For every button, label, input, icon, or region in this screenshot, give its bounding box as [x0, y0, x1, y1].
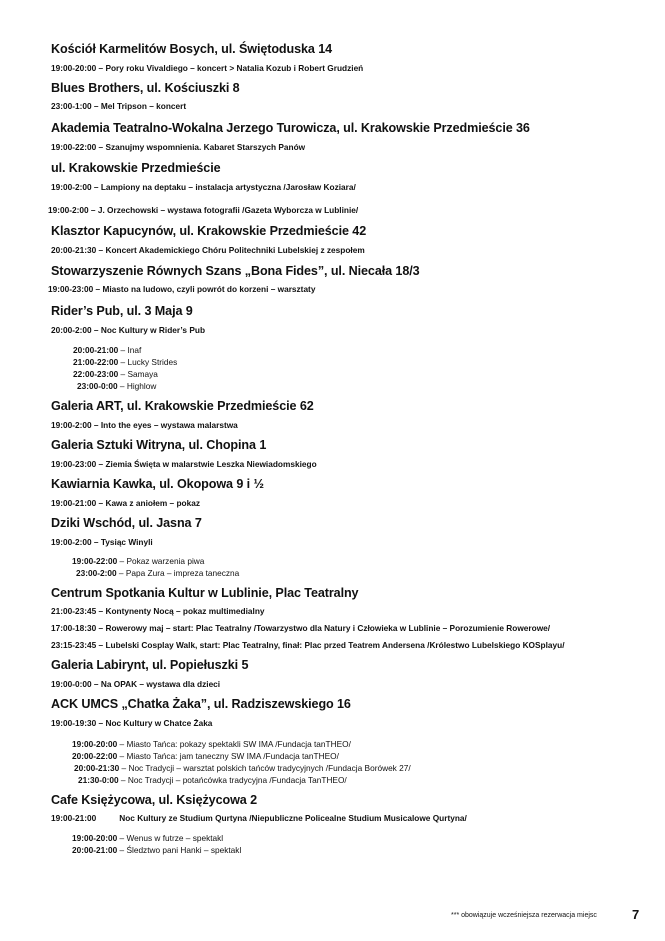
sub-event-time: 19:00-20:00 — [72, 739, 118, 749]
venue-title: Kawiarnia Kawka, ul. Okopowa 9 i ½ — [51, 477, 264, 491]
event-desc: Into the eyes – wystawa malarstwa — [100, 420, 238, 430]
venue-title: Galeria Sztuki Witryna, ul. Chopina 1 — [51, 438, 267, 452]
event-time: 20:00-21:30 — [51, 245, 97, 255]
event-desc: Ziemia Święta w malarstwie Leszka Niewiadomskiego — [105, 459, 317, 469]
event-time: 19:00-20:00 — [51, 63, 97, 73]
sub-event-time: 21:00-22:00 — [73, 357, 119, 367]
sub-event-desc: Noc Tradycji – warsztat polskich tańców tradycyjnych /Fundacja Borówek 27/ — [128, 763, 411, 773]
event-line: 19:00-2:00 – Lampiony na deptaku – instalacja artystyczna /Jarosław Koziara/ — [51, 182, 356, 192]
event-desc: J. Orzechowski – wystawa fotografii /Gazeta Wyborcza w Lublinie/ — [97, 205, 359, 215]
sub-event-desc: Noc Tradycji – potańcówka tradycyjna /Fundacja TanTHEO/ — [127, 775, 347, 785]
event-line: 19:00-0:00 – Na OPAK – wystawa dla dzieci — [51, 679, 221, 689]
venue-title: ACK UMCS „Chatka Żaka”, ul. Radziszewskiego 16 — [51, 697, 351, 711]
sub-event-desc: Papa Zura – impreza taneczna — [125, 568, 240, 578]
event-time: 23:15-23:45 — [51, 640, 97, 650]
venue-title: Centrum Spotkania Kultur w Lublinie, Plac Teatralny — [51, 586, 359, 600]
sub-event-desc: Lucky Strides — [127, 357, 178, 367]
venue-title: Blues Brothers, ul. Kościuszki 8 — [51, 81, 240, 95]
sub-event-time: 19:00-20:00 — [72, 833, 118, 843]
event-desc: Lubelski Cosplay Walk, start: Plac Teatralny, finał: Plac przed Teatrem Andersena /Królestwo Lubelskiego KOSplayu/ — [105, 640, 565, 650]
event-time: 19:00-0:00 — [51, 679, 92, 689]
event-time: 19:00-21:00 — [51, 498, 97, 508]
event-time: 19:00-19:30 — [51, 718, 97, 728]
venue-title: Rider’s Pub, ul. 3 Maja 9 — [51, 304, 193, 318]
event-desc: Na OPAK – wystawa dla dzieci — [100, 679, 221, 689]
event-line: 21:00-23:45 – Kontynenty Nocą – pokaz multimedialny — [51, 606, 265, 616]
event-time: 19:00-2:00 — [51, 182, 92, 192]
sub-event-line: 20:00-21:30 – Noc Tradycji – warsztat polskich tańców tradycyjnych /Fundacja Borówek 27/ — [74, 763, 411, 773]
event-desc: Miasto na ludowo, czyli powrót do korzeni – warsztaty — [102, 284, 316, 294]
sub-event-time: 20:00-21:30 — [74, 763, 120, 773]
event-line: 19:00-2:00 – Tysiąc Winyli — [51, 537, 153, 547]
sub-event-desc: Śledztwo pani Hanki – spektakl — [126, 845, 242, 855]
sub-event-line: 19:00-22:00 – Pokaz warzenia piwa — [72, 556, 205, 566]
event-desc: Noc Kultury w Chatce Żaka — [105, 718, 213, 728]
event-line: 19:00-21:00 – Kawa z aniołem – pokaz — [51, 498, 200, 508]
event-desc: Mel Tripson – koncert — [100, 101, 187, 111]
event-time: 19:00-2:00 — [48, 205, 89, 215]
sub-event-desc: Inaf — [127, 345, 142, 355]
venue-title: Klasztor Kapucynów, ul. Krakowskie Przedmieście 42 — [51, 224, 367, 238]
event-line — [51, 813, 467, 823]
event-line: 20:00-2:00 – Noc Kultury w Rider’s Pub — [51, 325, 206, 335]
event-desc: Noc Kultury w Rider’s Pub — [100, 325, 206, 335]
event-desc: Rowerowy maj – start: Plac Teatralny /Towarzystwo dla Natury i Człowieka w Lublinie – Porozumienie Rowerowe/ — [105, 623, 551, 633]
sub-event-time: 20:00-21:00 — [73, 345, 119, 355]
event-line: 19:00-23:00 – Miasto na ludowo, czyli powrót do korzeni – warsztaty — [48, 284, 316, 294]
page-number: 7 — [632, 907, 640, 922]
sub-event-time: 19:00-22:00 — [72, 556, 118, 566]
venue-title: Galeria ART, ul. Krakowskie Przedmieście 62 — [51, 399, 314, 413]
event-desc: Kawa z aniołem – pokaz — [105, 498, 200, 508]
venue-title: Akademia Teatralno-Wokalna Jerzego Turowicza, ul. Krakowskie Przedmieście 36 — [51, 121, 530, 135]
sub-event-desc: Miasto Tańca: jam taneczny SW IMA /Fundacja tanTHEO/ — [126, 751, 339, 761]
event-desc: Noc Kultury ze Studium Qurtyna /Niepubliczne Policealne Studium Musicalowe Qurtyna/ — [119, 813, 467, 823]
venue-title: ul. Krakowskie Przedmieście — [51, 161, 221, 175]
event-line: 19:00-22:00 – Szanujmy wspomnienia. Kabaret Starszych Panów — [51, 142, 306, 152]
sub-event-time: 23:00-0:00 — [77, 381, 118, 391]
event-line: 17:00-18:30 – Rowerowy maj – start: Plac Teatralny /Towarzystwo dla Natury i Człowieka w Lublinie – Porozumienie Rowerowe/ — [51, 623, 551, 633]
sub-event-desc: Pokaz warzenia piwa — [126, 556, 205, 566]
sub-event-line: 22:00-23:00 – Samaya — [73, 369, 158, 379]
event-time: 19:00-23:00 — [51, 459, 97, 469]
event-time: 19:00-22:00 — [51, 142, 97, 152]
event-time: 20:00-2:00 — [51, 325, 92, 335]
sub-event-time: 23:00-2:00 — [76, 568, 117, 578]
venue-title: Kościół Karmelitów Bosych, ul. Świętoduska 14 — [51, 42, 333, 56]
sub-event-desc: Wenus w futrze – spektakl — [126, 833, 224, 843]
event-time: 23:00-1:00 — [51, 101, 92, 111]
sub-event-line: 19:00-20:00 – Wenus w futrze – spektakl — [72, 833, 224, 843]
sub-event-line: 20:00-21:00 – Inaf — [73, 345, 142, 355]
event-time: 17:00-18:30 — [51, 623, 97, 633]
sub-event-time: 21:30-0:00 — [78, 775, 119, 785]
sub-event-line: 20:00-22:00 – Miasto Tańca: jam taneczny SW IMA /Fundacja tanTHEO/ — [72, 751, 339, 761]
event-line: 19:00-2:00 – J. Orzechowski – wystawa fotografii /Gazeta Wyborcza w Lublinie/ — [48, 205, 359, 215]
event-time: 19:00-21:00 — [51, 813, 97, 823]
sub-event-desc: Highlow — [126, 381, 157, 391]
venue-title: Galeria Labirynt, ul. Popiełuszki 5 — [51, 658, 249, 672]
sub-event-line: 21:00-22:00 – Lucky Strides — [73, 357, 178, 367]
sub-event-time: 22:00-23:00 — [73, 369, 119, 379]
venue-title: Stowarzyszenie Równych Szans „Bona Fides”, ul. Niecała 18/3 — [51, 264, 420, 278]
sub-event-desc: Miasto Tańca: pokazy spektakli SW IMA /Fundacja tanTHEO/ — [126, 739, 351, 749]
event-time: 21:00-23:45 — [51, 606, 97, 616]
event-line: 19:00-2:00 – Into the eyes – wystawa malarstwa — [51, 420, 238, 430]
venue-title: Dziki Wschód, ul. Jasna 7 — [51, 516, 202, 530]
event-line: 19:00-20:00 – Pory roku Vivaldiego – koncert > Natalia Kozub i Robert Grudzień — [51, 63, 364, 73]
venue-title: Cafe Księżycowa, ul. Księżycowa 2 — [51, 793, 257, 807]
event-line: 20:00-21:30 – Koncert Akademickiego Chóru Politechniki Lubelskiej z zespołem — [51, 245, 365, 255]
event-desc: Koncert Akademickiego Chóru Politechniki Lubelskiej z zespołem — [105, 245, 365, 255]
event-line: 23:00-1:00 – Mel Tripson – koncert — [51, 101, 187, 111]
sub-event-line: 20:00-21:00 – Śledztwo pani Hanki – spektakl — [72, 845, 242, 855]
sub-event-line: 23:00-0:00 – Highlow — [77, 381, 157, 391]
sub-event-time: 20:00-22:00 — [72, 751, 118, 761]
sub-event-time: 20:00-21:00 — [72, 845, 118, 855]
footnote: *** obowiązuje wcześniejsza rezerwacja miejsc — [451, 912, 597, 919]
event-line: 23:15-23:45 – Lubelski Cosplay Walk, start: Plac Teatralny, finał: Plac przed Teatrem Andersena /Królestwo Lubelskiego KOSplayu/ — [51, 640, 565, 650]
event-time: 19:00-2:00 — [51, 420, 92, 430]
event-desc: Szanujmy wspomnienia. Kabaret Starszych Panów — [105, 142, 306, 152]
event-desc: Tysiąc Winyli — [100, 537, 153, 547]
event-time: 19:00-2:00 — [51, 537, 92, 547]
event-line: 19:00-19:30 – Noc Kultury w Chatce Żaka — [51, 718, 213, 728]
event-desc: Kontynenty Nocą – pokaz multimedialny — [105, 606, 265, 616]
sub-event-desc: Samaya — [127, 369, 158, 379]
event-line: 19:00-23:00 – Ziemia Święta w malarstwie Leszka Niewiadomskiego — [51, 459, 317, 469]
sub-event-line: 21:30-0:00 – Noc Tradycji – potańcówka tradycyjna /Fundacja TanTHEO/ — [78, 775, 347, 785]
sub-event-line: 19:00-20:00 – Miasto Tańca: pokazy spektakli SW IMA /Fundacja tanTHEO/ — [72, 739, 351, 749]
event-desc: Pory roku Vivaldiego – koncert > Natalia Kozub i Robert Grudzień — [105, 63, 364, 73]
event-time: 19:00-23:00 — [48, 284, 94, 294]
sub-event-line: 23:00-2:00 – Papa Zura – impreza taneczna — [76, 568, 240, 578]
event-desc: Lampiony na deptaku – instalacja artystyczna /Jarosław Koziara/ — [100, 182, 356, 192]
